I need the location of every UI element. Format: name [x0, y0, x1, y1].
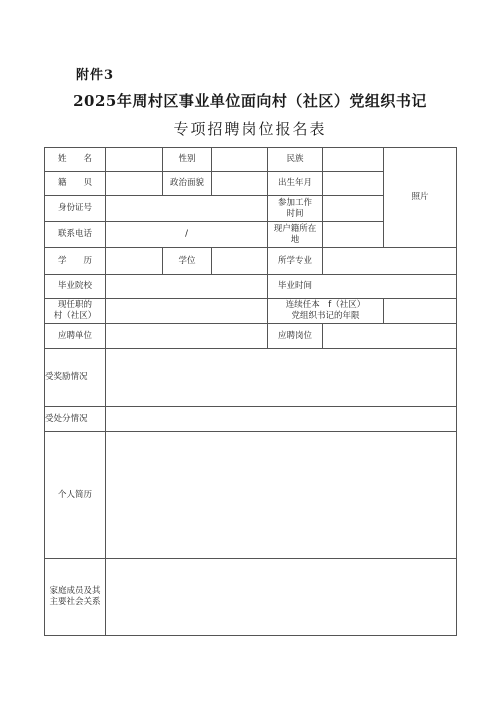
apply-unit-field[interactable]: [106, 324, 267, 348]
form-title-line2: 专项招聘岗位报名表: [173, 120, 327, 138]
education-field[interactable]: [106, 248, 162, 274]
phone-field[interactable]: /: [185, 229, 188, 239]
table-line: [44, 635, 457, 636]
tenure-label-line2: 党组织书记的年限: [291, 311, 360, 321]
household-label: [268, 222, 322, 247]
household-label-line1: 现户籍所在: [273, 223, 317, 234]
major-field[interactable]: [323, 248, 456, 274]
tenure-field[interactable]: [384, 299, 456, 323]
graduate-school-field[interactable]: [106, 275, 267, 298]
current-village-label: [45, 299, 105, 323]
table-line: [456, 147, 457, 636]
gender-label: 性别: [178, 154, 196, 164]
education-label: 学 历: [57, 255, 92, 266]
family-label-line2: 主要社会关系: [49, 597, 101, 607]
work-start-label-line1: 参加工作: [277, 197, 312, 208]
punishments-field[interactable]: [106, 407, 456, 431]
work-start-label: [268, 196, 322, 221]
native-place-field[interactable]: [106, 172, 162, 195]
degree-label: 学位: [178, 255, 196, 266]
photo-box[interactable]: 照片: [411, 192, 429, 202]
political-status-field[interactable]: [212, 172, 267, 195]
registration-form-table: [44, 147, 457, 636]
resume-field[interactable]: [106, 432, 456, 558]
current-village-label-line2: 村（社区）: [53, 311, 97, 321]
political-status-label: 政治面貌: [169, 178, 204, 188]
family-label: [45, 559, 105, 635]
id-number-label: 身份证号: [57, 203, 92, 213]
major-label: 所学专业: [277, 255, 312, 266]
family-label-line1: 家庭成员及其: [49, 586, 101, 596]
rewards-field[interactable]: [106, 349, 456, 406]
graduation-time-field[interactable]: [323, 275, 456, 298]
apply-unit-label: 应聘单位: [57, 330, 92, 341]
gender-field[interactable]: [212, 148, 267, 171]
current-village-label-line1: 现任职的: [57, 300, 92, 310]
apply-post-field[interactable]: [323, 324, 456, 348]
id-number-field[interactable]: [106, 196, 267, 221]
tenure-label: [268, 299, 383, 323]
ethnicity-label: 民族: [286, 154, 304, 164]
birth-date-label: 出生年月: [277, 178, 312, 188]
work-start-label-line2: 时间: [286, 208, 304, 219]
household-field[interactable]: [323, 222, 383, 247]
attachment-label: 附件3: [76, 68, 115, 83]
household-label-line2: 地: [290, 234, 300, 245]
graduate-school-label: 毕业院校: [57, 281, 92, 291]
form-title-line1: 2025年周村区事业单位面向村（社区）党组织书记: [73, 92, 427, 110]
name-label: 姓 名: [57, 154, 92, 164]
phone-label: 联系电话: [57, 229, 92, 239]
apply-post-label: 应聘岗位: [277, 330, 312, 341]
degree-field[interactable]: [212, 248, 267, 274]
work-start-field[interactable]: [323, 196, 383, 221]
name-field[interactable]: [106, 148, 162, 171]
punishments-label: 受处分情况: [45, 413, 88, 424]
ethnicity-field[interactable]: [323, 148, 383, 171]
tenure-label-line1: 连续任本 f（社区）: [285, 300, 366, 310]
resume-label: 个人简历: [57, 489, 92, 500]
family-field[interactable]: [106, 559, 456, 635]
native-place-label: 籍 贝: [57, 178, 92, 188]
birth-date-field[interactable]: [323, 172, 383, 195]
graduation-time-label: 毕业时间: [277, 281, 312, 291]
current-village-field[interactable]: [106, 299, 267, 323]
rewards-label: 受奖励情况: [45, 372, 88, 382]
